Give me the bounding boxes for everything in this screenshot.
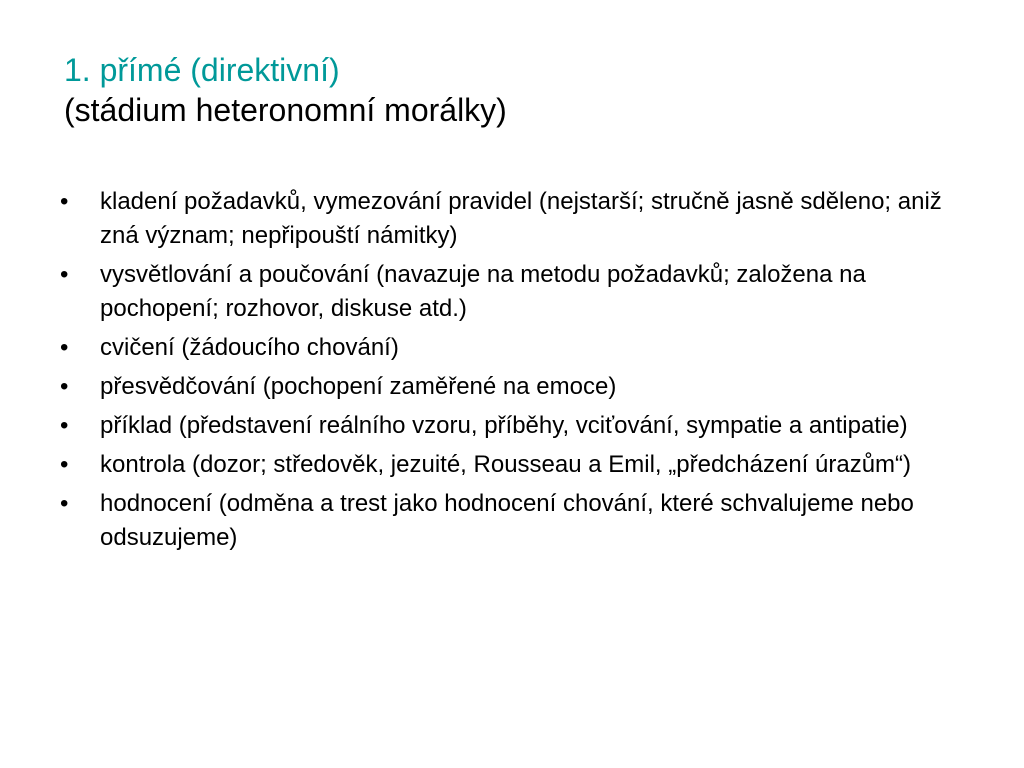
title-line-primary: 1. přímé (direktivní) — [64, 52, 340, 88]
title-line-secondary: (stádium heteronomní morálky) — [64, 92, 507, 128]
bullet-item — [56, 370, 956, 404]
bullet-item — [56, 448, 956, 482]
bullet-text: cvičení (žádoucího chování) — [100, 334, 399, 361]
bullet-dot-icon: • — [60, 451, 69, 478]
bullet-dot-icon: • — [60, 412, 69, 439]
bullet-dot-icon: • — [60, 490, 69, 517]
bullet-dot-icon: • — [60, 373, 69, 400]
bullet-text: hodnocení (odměna a trest jako hodnocení chování, které schvalujeme nebo odsuzujeme) — [100, 490, 914, 551]
bullet-item — [56, 487, 956, 555]
bullet-dot-icon: • — [60, 261, 69, 288]
bullet-list — [56, 185, 956, 560]
bullet-text: kontrola (dozor; středověk, jezuité, Rousseau a Emil, „předcházení úrazům“) — [100, 451, 912, 478]
bullet-item — [56, 409, 956, 443]
bullet-text: vysvětlování a poučování (navazuje na metodu požadavků; založena na pochopení; rozhovor, diskuse atd.) — [100, 261, 866, 322]
slide-title — [64, 50, 964, 130]
bullet-item — [56, 258, 956, 326]
bullet-text: přesvědčování (pochopení zaměřené na emoce) — [100, 373, 617, 400]
bullet-dot-icon: • — [60, 188, 69, 215]
bullet-text: kladení požadavků, vymezování pravidel (nejstarší; stručně jasně sděleno; aniž zná význam; nepřipouští námitky) — [100, 188, 942, 249]
bullet-item — [56, 185, 956, 253]
bullet-dot-icon: • — [60, 334, 69, 361]
bullet-item — [56, 331, 956, 365]
bullet-text: příklad (představení reálního vzoru, příběhy, vciťování, sympatie a antipatie) — [100, 412, 908, 439]
